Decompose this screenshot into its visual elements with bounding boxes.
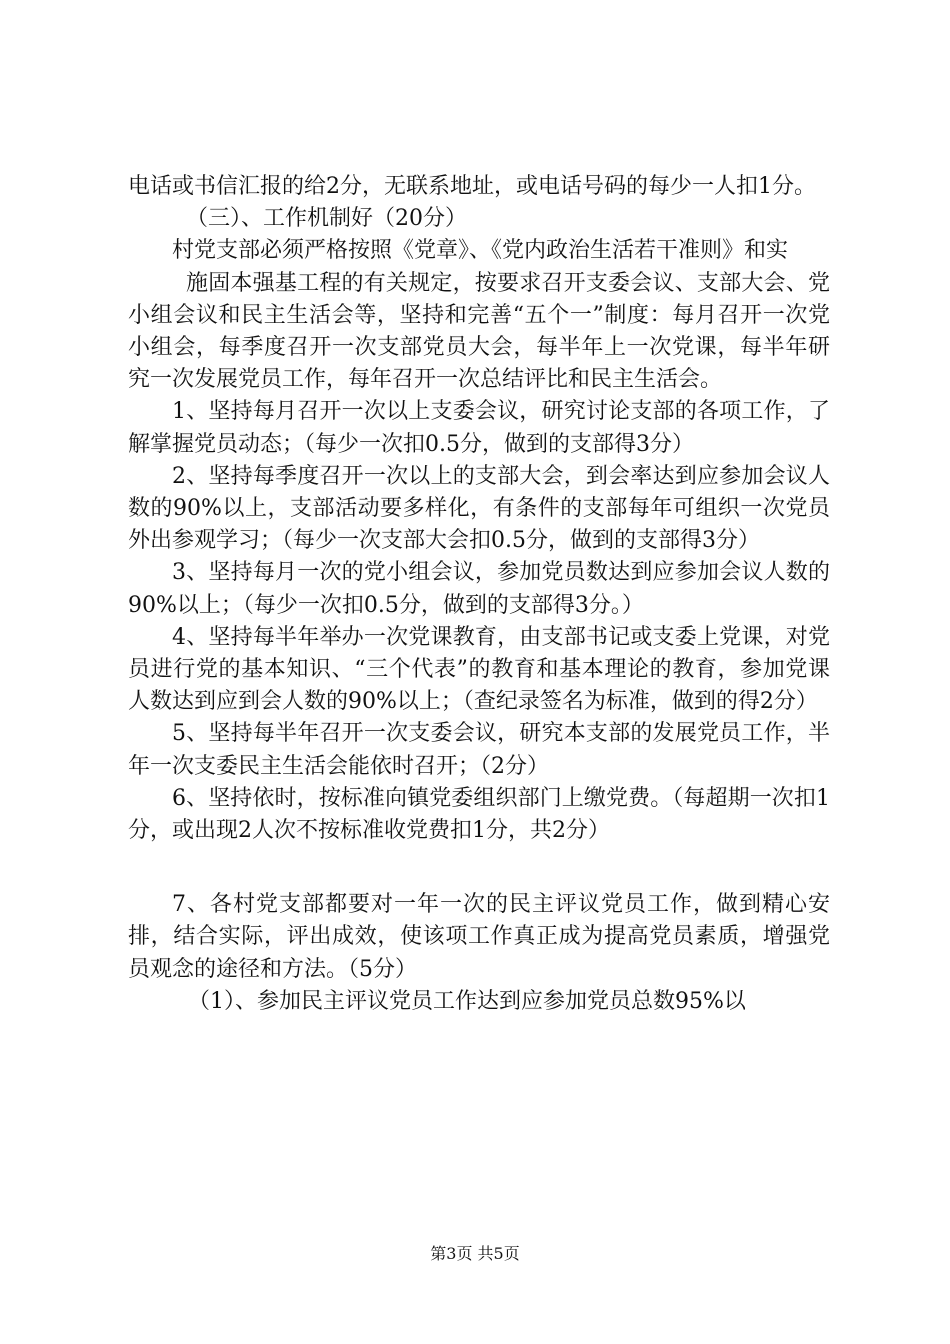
paragraph-five-ones-system: 施固本强基工程的有关规定，按要求召开支委会议、支部大会、党小组会议和民主生活会等，坚持和完善“五个一”制度：每月召开一次党小组会，每季度召开一次支部党员大会，每半年上一次党课，每半年研究一次发展党员工作，每年召开一次总结评比和民主生活会。 bbox=[128, 270, 830, 393]
subitem-1-participation: （1）、参加民主评议党员工作达到应参加党员总数95%以 bbox=[188, 988, 746, 1014]
paragraph-contact-score: 电话或书信汇报的给2分，无联系地址，或电话号码的每少一人扣1分。 bbox=[128, 174, 816, 199]
item-5-member-development: 5、坚持每半年召开一次支委会议，研究本支部的发展党员工作，半年一次支委民主生活会能依时召开；（2分） bbox=[128, 721, 830, 779]
paragraph-party-constitution: 村党支部必须严格按照《党章》、《党内政治生活若干准则》和实 bbox=[172, 238, 789, 264]
item-4-party-lecture: 4、坚持每半年举办一次党课教育，由支部书记或支委上党课，对党员进行党的基本知识、“三个代表”的教育和基本理论的教育，参加党课人数达到应到会人数的90%以上；（查纪录签名为标准，做到的得2分） bbox=[128, 624, 830, 715]
item-2-branch-assembly: 2、坚持每季度召开一次以上的支部大会，到会率达到应参加会议人数的90%以上，支部活动要多样化，有条件的支部每年可组织一次党员外出参观学习；（每少一次支部大会扣0.5分，做到的支部得3分） bbox=[128, 463, 830, 554]
item-3-group-meeting: 3、坚持每月一次的党小组会议，参加党员数达到应参加会议人数的90%以上；（每少一次扣0.5分，做到的支部得3分。） bbox=[128, 560, 830, 618]
item-7-democratic-review: 7、各村党支部都要对一年一次的民主评议党员工作，做到精心安排，结合实际，评出成效，使该项工作真正成为提高党员素质，增强党员观念的途径和方法。（5分） bbox=[128, 892, 830, 982]
document-body bbox=[128, 171, 830, 1018]
item-6-party-dues: 6、坚持依时，按标准向镇党委组织部门上缴党费。（每超期一次扣1分，或出现2人次不按标准收党费扣1分，共2分） bbox=[128, 785, 830, 844]
paragraph-gap bbox=[128, 847, 830, 889]
item-1-committee-meeting: 1、坚持每月召开一次以上支委会议，研究讨论支部的各项工作，了解掌握党员动态；（每少一次扣0.5分，做到的支部得3分） bbox=[128, 399, 830, 457]
page-number: 第3页 共5页 bbox=[430, 1244, 520, 1263]
section-heading-work-mechanism: （三）、工作机制好（20分） bbox=[186, 206, 467, 232]
